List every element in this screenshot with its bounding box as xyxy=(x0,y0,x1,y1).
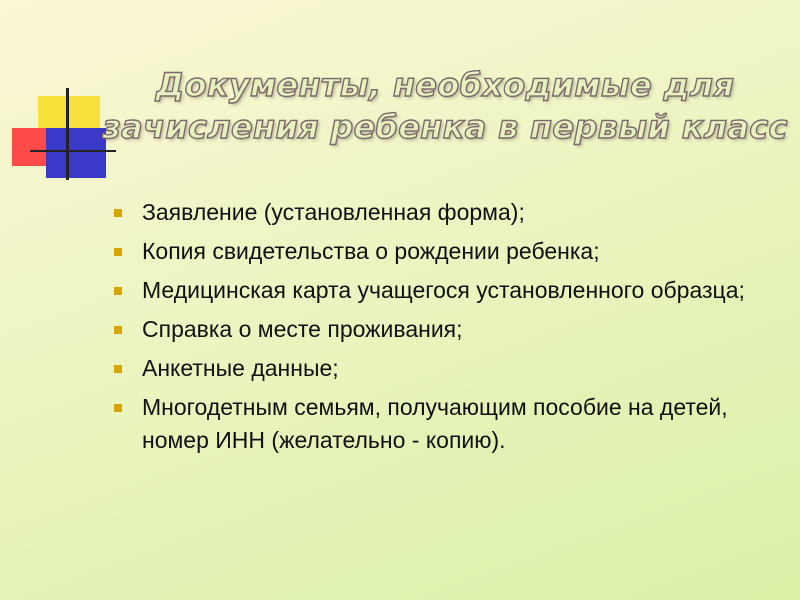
slide-title-line-2: зачисления ребенка в первый класс xyxy=(102,108,788,146)
slide-title xyxy=(100,64,790,148)
bullet-item xyxy=(110,313,760,346)
bullet-list xyxy=(110,196,760,463)
bullet-text: Медицинская карта учащегося установленного образца; xyxy=(142,277,745,303)
square-bullet-icon xyxy=(114,326,122,334)
square-bullet-icon xyxy=(114,287,122,295)
slide-title-line-1: Документы, необходимые для xyxy=(155,66,735,104)
square-bullet-icon xyxy=(114,248,122,256)
bullet-item xyxy=(110,274,760,307)
bullet-text: Справка о месте проживания; xyxy=(142,316,463,342)
bullet-item xyxy=(110,235,760,268)
square-bullet-icon xyxy=(114,209,122,217)
blue-square xyxy=(46,128,106,178)
bullet-text: Копия свидетельства о рождении ребенка; xyxy=(142,238,600,264)
bullet-text: Анкетные данные; xyxy=(142,355,339,381)
bullet-text: Заявление (установленная форма); xyxy=(142,199,525,225)
bullet-item xyxy=(110,196,760,229)
bullet-item xyxy=(110,391,760,457)
bullet-item xyxy=(110,352,760,385)
square-bullet-icon xyxy=(114,404,122,412)
horizontal-line xyxy=(30,150,116,152)
vertical-line xyxy=(66,88,69,180)
bullet-text: Многодетным семьям, получающим пособие на детей, номер ИНН (желательно - копию). xyxy=(142,394,728,453)
square-bullet-icon xyxy=(114,365,122,373)
